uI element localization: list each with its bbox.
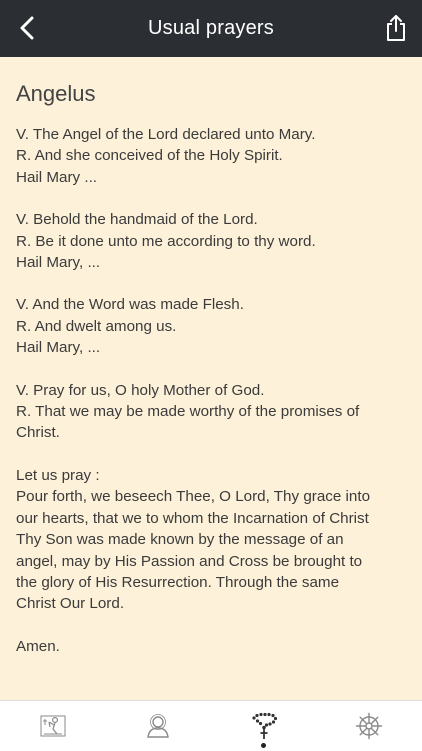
prayer-line: Hail Mary ... (16, 167, 406, 188)
active-tab-indicator (261, 743, 266, 748)
share-button[interactable] (376, 8, 416, 48)
prayer-line: Thy Son was made known by the message of an (16, 529, 406, 550)
person-icon (145, 713, 171, 739)
prayer-stanza (16, 294, 406, 358)
prayer-line: V. Pray for us, O holy Mother of God. (16, 380, 406, 401)
praying-figure-icon (39, 713, 67, 739)
prayer-line: our hearts, that we to whom the Incarnation of Christ (16, 508, 406, 529)
ship-wheel-icon (355, 712, 383, 740)
rosary-icon (250, 712, 278, 740)
prayer-line: Christ. (16, 422, 406, 443)
prayer-stanza (16, 465, 406, 615)
prayer-line: Hail Mary, ... (16, 337, 406, 358)
prayer-line: Amen. (16, 636, 406, 657)
tab-settings[interactable] (317, 701, 422, 751)
prayer-stanza (16, 380, 406, 444)
prayer-stanza (16, 209, 406, 273)
prayer-line: Let us pray : (16, 465, 406, 486)
prayer-stanza (16, 124, 406, 188)
prayer-line: V. The Angel of the Lord declared unto Mary. (16, 124, 406, 145)
share-icon (384, 14, 408, 42)
chevron-left-icon (17, 15, 39, 41)
prayer-title: Angelus (16, 81, 406, 107)
tab-rosary[interactable] (211, 701, 317, 751)
prayer-line: V. And the Word was made Flesh. (16, 294, 406, 315)
navigation-bar (0, 0, 422, 57)
tab-bar (0, 700, 422, 751)
prayer-line: R. That we may be made worthy of the promises of (16, 401, 406, 422)
prayer-line: Pour forth, we beseech Thee, O Lord, Thy grace into (16, 486, 406, 507)
prayer-line: angel, may by His Passion and Cross be brought to (16, 551, 406, 572)
back-button[interactable] (8, 8, 48, 48)
prayer-line: V. Behold the handmaid of the Lord. (16, 209, 406, 230)
prayer-stanza (16, 636, 406, 657)
prayer-content[interactable] (0, 57, 422, 700)
page-title: Usual prayers (148, 17, 274, 40)
prayer-line: Christ Our Lord. (16, 593, 406, 614)
prayer-line: R. And she conceived of the Holy Spirit. (16, 145, 406, 166)
prayer-text (16, 124, 406, 657)
prayer-line: R. Be it done unto me according to thy word. (16, 231, 406, 252)
prayer-line: the glory of His Resurrection. Through the same (16, 572, 406, 593)
prayer-line: R. And dwelt among us. (16, 316, 406, 337)
tab-prayers[interactable] (0, 701, 106, 751)
tab-profile[interactable] (106, 701, 212, 751)
prayer-line: Hail Mary, ... (16, 252, 406, 273)
